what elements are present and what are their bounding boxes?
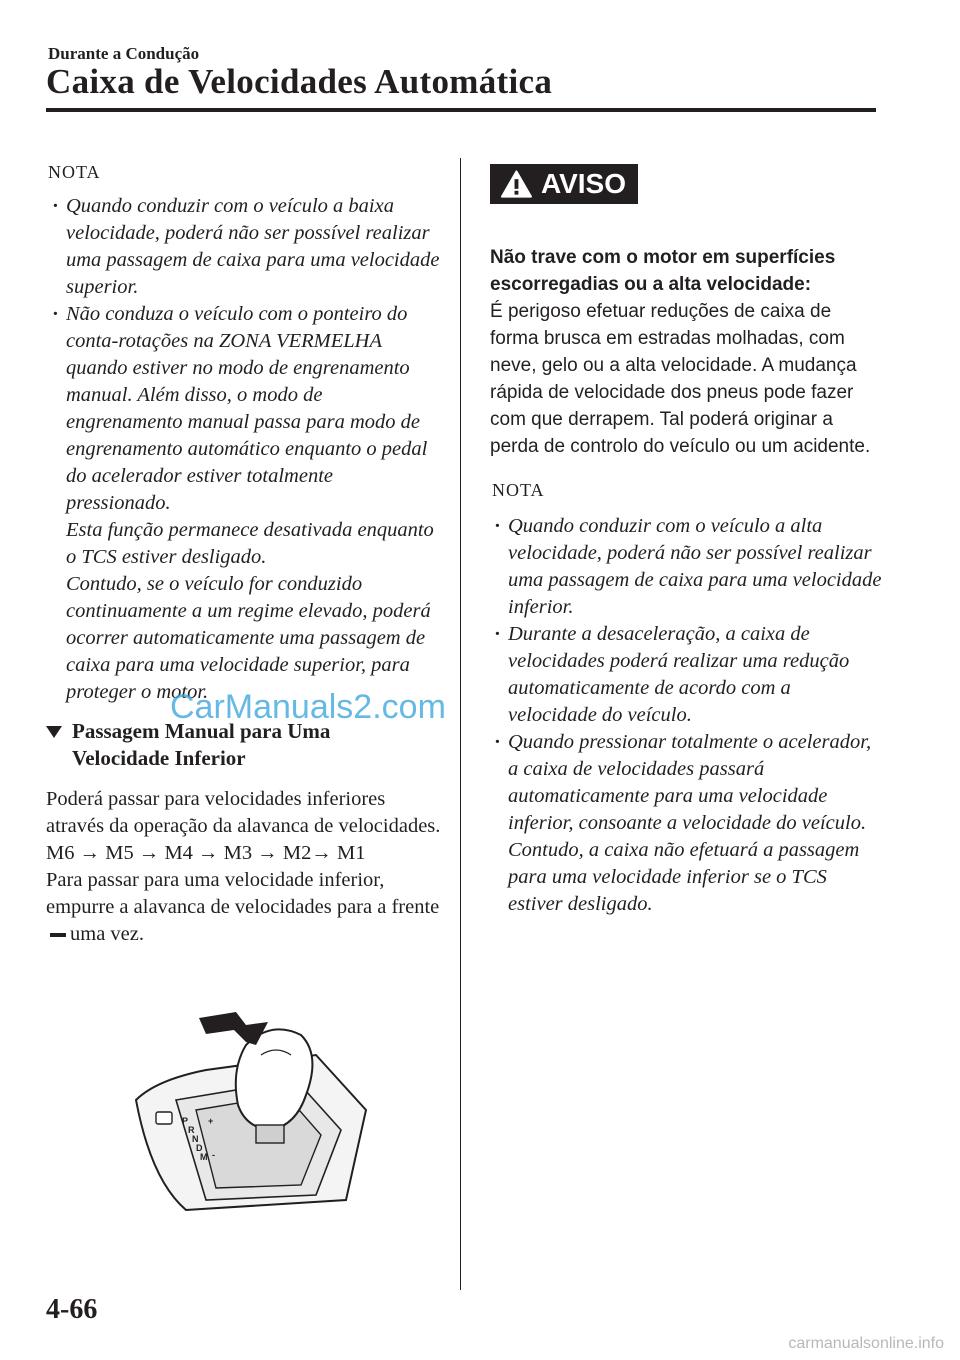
body-paragraph bbox=[46, 867, 442, 948]
section-name: Durante a Condução bbox=[48, 44, 200, 63]
page-title: Caixa de Velocidades Automática bbox=[46, 62, 553, 101]
nota-heading: NOTA bbox=[48, 162, 101, 182]
body-paragraph: Poderá passar para velocidades inferiores através da operação da alavanca de velocidades. bbox=[46, 788, 441, 837]
list-item bbox=[492, 513, 882, 621]
gate-label: N bbox=[192, 1134, 199, 1144]
body-text: uma vez. bbox=[70, 923, 144, 945]
gate-label: P bbox=[182, 1116, 189, 1126]
list-item bbox=[492, 621, 882, 729]
bullet-icon: · bbox=[494, 623, 501, 645]
left-column bbox=[46, 162, 442, 948]
list-item bbox=[50, 301, 442, 706]
warning-paragraph bbox=[490, 244, 882, 460]
gate-label: R bbox=[188, 1125, 195, 1135]
right-nota bbox=[490, 480, 882, 918]
right-notes bbox=[490, 513, 882, 918]
subsection-title: Passagem Manual para Uma Velocidade Inferior bbox=[72, 719, 331, 770]
right-column bbox=[490, 162, 882, 918]
note-text: Esta função permanece desativada enquanto o TCS estiver desligado. bbox=[66, 519, 434, 568]
minus-symbol-icon bbox=[50, 933, 66, 937]
bullet-icon: · bbox=[494, 731, 501, 753]
warning-heading: Não trave com o motor em superfícies escorregadias ou a alta velocidade: bbox=[490, 247, 836, 295]
triangle-down-icon bbox=[46, 726, 62, 738]
nota-heading: NOTA bbox=[492, 480, 545, 500]
left-notes bbox=[46, 193, 442, 706]
push-forward-arrow-icon bbox=[199, 1012, 268, 1045]
gate-label: M bbox=[200, 1152, 208, 1162]
page-number: 4-66 bbox=[46, 1294, 98, 1325]
warning-banner bbox=[490, 164, 638, 204]
bullet-icon: · bbox=[494, 515, 501, 537]
note-text: Quando conduzir com o veículo a alta velocidade, poderá não ser possível realizar uma passagem de caixa para uma velocidade inferior. bbox=[508, 515, 882, 618]
column-divider bbox=[460, 158, 461, 1290]
knob-shaft bbox=[256, 1125, 284, 1143]
watermark: CarManuals2.com bbox=[170, 688, 446, 726]
bullet-icon: · bbox=[52, 303, 59, 325]
list-item bbox=[50, 193, 442, 301]
gate-label: D bbox=[196, 1143, 203, 1153]
note-text: Quando conduzir com o veículo a baixa velocidade, poderá não ser possível realizar uma passagem de caixa para uma velocidade superior. bbox=[66, 195, 440, 298]
footer-url: carmanualsonline.info bbox=[788, 1335, 944, 1352]
shift-lock-button bbox=[156, 1112, 172, 1124]
shift-lever-drawing bbox=[96, 1000, 396, 1220]
gate-label: + bbox=[208, 1116, 214, 1126]
list-item bbox=[492, 729, 882, 918]
note-text: Contudo, se o veículo for conduzido continuamente a um regime elevado, poderá ocorrer automaticamente uma passagem de caixa para uma velocidade superior, para proteger o motor. bbox=[66, 573, 431, 703]
warning-label: AVISO bbox=[540, 168, 626, 199]
note-text: Durante a desaceleração, a caixa de velocidades poderá realizar uma redução automaticamente de acordo com a velocidade do veículo. bbox=[508, 623, 850, 726]
note-text: Não conduza o veículo com o ponteiro do conta-rotações na ZONA VERMELHA quando estiver no modo de engrenamento manual. Além disso, o modo de engrenamento manual passa para modo de engrenamento automático enquanto o pedal do acelerador estiver totalmente pressionado. bbox=[66, 303, 428, 514]
body-text: Para passar para uma velocidade inferior, empurre a alavanca de velocidades para a frente bbox=[46, 869, 440, 918]
warning-triangle-icon bbox=[500, 169, 533, 199]
warning-body: É perigoso efetuar reduções de caixa de forma brusca em estradas molhadas, com neve, gelo ou a alta velocidade. A mudança rápida de velocidade dos pneus pode fazer com que derrapem. Tal poderá originar a perda de controlo do veículo ou um acidente. bbox=[490, 301, 871, 457]
note-text: Quando pressionar totalmente o acelerador, a caixa de velocidades passará automaticamente para uma velocidade inferior, consoante a velocidade do veículo. Contudo, a caixa não efetuará a passagem para uma velocidade inferior se o TCS estiver desligado. bbox=[508, 731, 872, 915]
shift-sequence: M6 → M5 → M4 → M3 → M2→ M1 bbox=[46, 842, 366, 864]
shift-lever-illustration bbox=[96, 1000, 396, 1220]
gate-label: - bbox=[212, 1150, 215, 1160]
bullet-icon: · bbox=[52, 195, 59, 217]
header-rule bbox=[46, 108, 876, 112]
